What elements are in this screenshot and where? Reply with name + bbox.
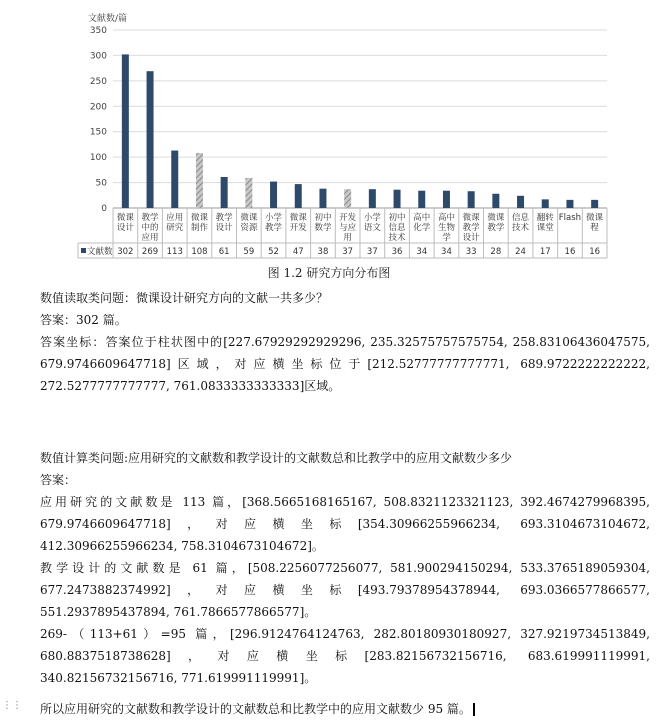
x-tick-label: 开发 bbox=[289, 223, 307, 233]
x-tick-label: 微课 bbox=[116, 213, 134, 223]
x-tick-label: 初中 bbox=[388, 213, 406, 223]
y-tick-label: 300 bbox=[89, 51, 107, 62]
x-tick-label: 课堂 bbox=[536, 223, 554, 233]
x-tick-label: 应用 bbox=[166, 213, 184, 223]
x-tick-label: 技术 bbox=[388, 233, 406, 243]
data-label: 269 bbox=[141, 247, 159, 257]
bar bbox=[147, 71, 154, 208]
data-label: 61 bbox=[218, 247, 230, 257]
x-tick-label: 制作 bbox=[190, 223, 208, 233]
x-tick-label: 资源 bbox=[240, 223, 258, 233]
x-tick-label: 初中 bbox=[314, 213, 332, 223]
question-1-text: 数值读取类问题：微课设计研究方向的文献一共多少？ bbox=[40, 291, 329, 305]
y-tick-label: 350 bbox=[89, 26, 107, 36]
data-label: 47 bbox=[292, 247, 304, 257]
x-tick-label: 与应 bbox=[339, 223, 357, 233]
question-2-step-1: 应用研究的文献数是 113 篇，[368.5665168165167, 508.8321123321123, 392.4674279968395, 679.9746609647718]，对应横坐标[354.30966255966234, 693.3104673104672, 412.30966255966234, 758.3104673104672]。 bbox=[40, 495, 650, 553]
x-tick-label: 研究 bbox=[166, 223, 184, 233]
data-label: 16 bbox=[589, 247, 601, 257]
x-tick-label: 教学 bbox=[265, 223, 283, 233]
bar-chart bbox=[0, 0, 658, 262]
x-tick-label: 设计 bbox=[462, 233, 480, 243]
legend-label: 文献数 bbox=[87, 247, 113, 257]
y-tick-label: 0 bbox=[101, 204, 107, 214]
conclusion-text: 所以应用研究的文献数和教学设计的文献数总和比教学中的应用文献数少 95 篇。 bbox=[40, 702, 471, 716]
data-label: 16 bbox=[564, 247, 576, 257]
x-tick-label: 教学 bbox=[141, 213, 159, 223]
x-tick-label: 微课 bbox=[190, 213, 208, 223]
x-tick-label: 用 bbox=[343, 233, 352, 243]
x-tick-label: 应用 bbox=[141, 233, 159, 243]
bar bbox=[394, 190, 401, 208]
y-tick-label: 200 bbox=[89, 102, 107, 113]
question-2-text: 数值计算类问题:应用研究的文献数和教学设计的文献数总和比教学中的应用文献数少多少 bbox=[40, 451, 513, 465]
x-tick-label: 微课 bbox=[289, 213, 307, 223]
bar bbox=[245, 178, 252, 208]
bar bbox=[295, 184, 302, 208]
y-axis-label: 文献数/篇 bbox=[88, 14, 128, 24]
x-tick-label: 程 bbox=[590, 223, 599, 233]
question-2-step-2: 教学设计的文献数是 61 篇，[508.2256077256077, 581.900294150294, 533.3765189059304, 677.2473882374992]，对应横坐标[493.79378954378944, 693.0366577866577, 551.2937895437894, 761.7866577866577]。 bbox=[40, 561, 650, 619]
bar bbox=[492, 194, 499, 208]
data-label: 33 bbox=[465, 247, 477, 257]
chart-canvas bbox=[0, 0, 658, 262]
data-label: 108 bbox=[191, 247, 208, 257]
bar bbox=[418, 191, 425, 208]
x-tick-label: 语文 bbox=[363, 223, 381, 233]
legend-swatch bbox=[81, 248, 86, 253]
x-tick-label: 微课 bbox=[487, 213, 505, 223]
x-tick-label: 高中 bbox=[413, 213, 431, 223]
y-tick-label: 250 bbox=[89, 76, 107, 87]
x-tick-label: 信息 bbox=[512, 213, 530, 223]
question-2-answer-label: 答案： bbox=[40, 473, 77, 487]
x-tick-label: Flash bbox=[558, 213, 582, 223]
data-label: 37 bbox=[342, 247, 354, 257]
drag-handle-icon[interactable]: ⋮⋮ bbox=[2, 700, 22, 711]
x-tick-label: 教学 bbox=[487, 223, 505, 233]
figure-caption: 图 1.2 研究方向分布图 bbox=[267, 266, 391, 280]
data-label: 302 bbox=[117, 247, 134, 257]
x-tick-label: 学 bbox=[442, 233, 451, 243]
data-label: 59 bbox=[243, 247, 255, 257]
data-label: 113 bbox=[166, 247, 183, 257]
x-tick-label: 数学 bbox=[314, 223, 332, 233]
question-1-coordinates: 答案坐标：答案位于柱状图中的[227.67929292929296, 235.32575757575754, 258.83106436047575, 679.9746609647718]区域，对应横坐标位于[212.52777777777771, 689.9722222222222, 272.5277777777777, 761.0833333333333]区域。 bbox=[40, 335, 650, 393]
bar bbox=[517, 196, 524, 208]
x-tick-label: 小学 bbox=[265, 213, 283, 223]
question-2-conclusion[interactable] bbox=[40, 698, 650, 720]
data-label: 38 bbox=[317, 247, 329, 257]
data-label: 52 bbox=[268, 247, 279, 257]
bar bbox=[566, 200, 573, 208]
data-label: 34 bbox=[416, 247, 428, 257]
data-label: 37 bbox=[366, 247, 378, 257]
bar bbox=[270, 182, 277, 208]
x-tick-label: 生物 bbox=[437, 223, 455, 233]
x-tick-label: 教学 bbox=[215, 213, 233, 223]
bar bbox=[369, 189, 376, 208]
x-tick-label: 中的 bbox=[141, 223, 159, 233]
data-label: 28 bbox=[490, 247, 502, 257]
bar bbox=[196, 153, 203, 208]
x-tick-label: 技术 bbox=[512, 223, 530, 233]
x-tick-label: 设计 bbox=[215, 223, 233, 233]
x-tick-label: 设计 bbox=[116, 223, 134, 233]
x-tick-label: 化学 bbox=[413, 223, 431, 233]
bar bbox=[468, 191, 475, 208]
y-tick-label: 100 bbox=[89, 153, 107, 164]
x-tick-label: 教学 bbox=[462, 223, 480, 233]
bar bbox=[319, 189, 326, 208]
bar bbox=[443, 191, 450, 208]
x-tick-label: 开发 bbox=[339, 213, 357, 223]
x-tick-label: 小学 bbox=[363, 213, 381, 223]
bar bbox=[344, 189, 351, 208]
text-cursor bbox=[473, 703, 475, 716]
bar bbox=[122, 54, 129, 208]
x-tick-label: 微课 bbox=[586, 213, 604, 223]
y-tick-label: 150 bbox=[89, 127, 107, 138]
data-label: 17 bbox=[539, 247, 551, 257]
x-tick-label: 翻转 bbox=[536, 213, 554, 223]
x-tick-label: 信息 bbox=[388, 223, 406, 233]
question-2-step-3: 269-（113+61）=95 篇，[296.9124764124763, 282.80180930180927, 327.9219734513849, 680.8837518738628]，对应横坐标[283.82156732156716, 683.619991119991, 340.82156732156716, 771.619991119991]。 bbox=[40, 627, 650, 685]
x-tick-label: 微课 bbox=[462, 213, 480, 223]
data-label: 36 bbox=[391, 247, 403, 257]
question-1-answer: 答案：302 篇。 bbox=[40, 313, 127, 327]
bar bbox=[591, 200, 598, 208]
bar bbox=[171, 151, 178, 208]
x-tick-label: 高中 bbox=[437, 213, 455, 223]
bar bbox=[221, 177, 228, 208]
data-label: 24 bbox=[515, 247, 526, 257]
data-label: 34 bbox=[441, 247, 452, 257]
y-tick-label: 50 bbox=[95, 178, 107, 189]
x-tick-label: 微课 bbox=[240, 213, 258, 223]
bar bbox=[542, 199, 549, 208]
